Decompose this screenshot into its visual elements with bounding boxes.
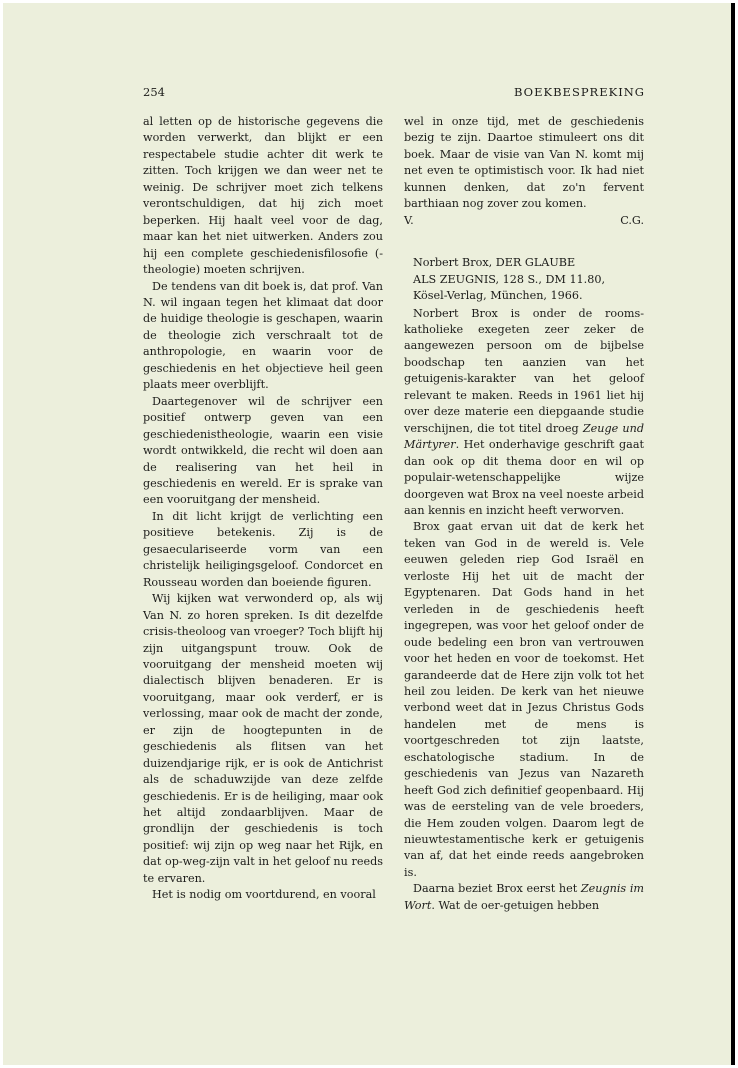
paragraph <box>404 306 644 520</box>
scanned-page <box>3 3 735 1065</box>
signature-right: C.G. <box>620 213 644 227</box>
paragraph: Daartegenover wil de schrijver een positief ontwerp geven van een geschiedenistheologie, waarin een visie wordt ontwikkeld, die recht wil doen aan de realisering van het heil in geschiedenis en wereld. Er is sprake van een vooruitgang der mensheid. <box>143 394 383 507</box>
paragraph: De tendens van dit boek is, dat prof. Van N. wil ingaan tegen het klimaat dat door de huidige theologie is geschapen, waarin de theologie zich verschraalt tot de anthropologie, en waarin voor de geschiedenis en het objectieve heil geen plaats meer overblijft. <box>143 279 383 392</box>
book-title: Zeuge und Märtyrer <box>404 421 644 452</box>
right-column <box>404 114 644 914</box>
page-header <box>143 85 645 103</box>
paragraph: Het is nodig om voortdurend, en vooral <box>152 888 376 902</box>
paragraph: In dit licht krijgt de verlichting een positieve betekenis. Zij is de gesaeculariseerde vorm van een christelijk heiligingsgeloof. Condorcet en Rousseau worden dan boeiende figuren. <box>143 509 383 589</box>
review-closing-paragraph: wel in onze tijd, met de geschiedenis bezig te zijn. Daartoe stimuleert ons dit boek. Maar de visie van Van N. komt mij net even te optimistisch voor. Ik had niet kunnen denken, dat zo'n fervent barthiaan nog zover zou komen. <box>404 115 644 211</box>
left-column <box>143 114 383 904</box>
paragraph: al letten op de historische gegevens die worden verwerkt, dan blijkt er een respectabele studie achter dit werk te zitten. Toch krijgen we dan weer net te weinig. De schrijver moet zich telkens verontschuldigen, dat hij zich moet beperken. Hij haalt veel voor de dag, maar kan het niet uitwerken. Anders zou hij een complete geschiedenisfilosofie (-theologie) moeten schrijven. <box>143 115 383 277</box>
page-number: 254 <box>143 85 165 99</box>
bibliography-line: Norbert Brox, DER GLAUBE <box>413 256 576 270</box>
chapter-title: Zeugnis im Wort <box>404 882 645 912</box>
signature-line <box>404 213 644 229</box>
paragraph <box>404 881 644 914</box>
signature-left: V. <box>404 213 414 227</box>
bibliography-line: Kösel-Verlag, München, 1966. <box>413 289 583 303</box>
text-run: . Wat de oer-getuigen hebben <box>431 898 600 912</box>
paragraph: Wij kijken wat verwonderd op, als wij Van N. zo horen spreken. Is dit dezelfde crisis-theoloog van vroeger? Toch blijft hij zijn uitgangspunt trouw. Ook de vooruitgang der mensheid moeten wij dialectisch blijven benaderen. Er is vooruitgang, maar ook verderf, er is verlossing, maar ook de macht der zonde, er zijn de hoogtepunten in de geschiedenis als flitsen van het duizendjarige rijk, er is ook de Antichrist als de schaduwzijde van deze zelfde geschiedenis. Er is de heiliging, maar ook het altijd zondaarblijven. Maar de grondlijn der geschiedenis is toch positief: wij zijn op weg naar het Rijk, en dat op-weg-zijn valt in het geloof nu reeds te ervaren. <box>143 592 383 885</box>
text-run: . Het onderhavige geschrift gaat dan ook op dit thema door en wil op populair-wetenschappelijke wijze doorgeven wat Brox na veel noeste arbeid aan kennis en inzicht heeft verworven. <box>404 438 644 517</box>
paragraph: Brox gaat ervan uit dat de kerk het teken van God in de wereld is. Vele eeuwen geleden riep God Israël en verloste Hij het uit de macht der Egyptenaren. Dat Gods hand in het verleden in de geschiedenis heeft ingegrepen, was voor het geloof onder de oude bedeling een bron van vertrouwen voor het heden en voor de toekomst. Het garandeerde dat de Here zijn volk tot het heil zou leiden. De kerk van het nieuwe verbond weet dat in Jezus Christus Gods handelen met de mens is voortgeschreden tot zijn laatste, eschatologische stadium. In de geschiedenis van Jezus van Nazareth heeft God zich definitief geopenbaard. Hij was de eersteling van de vele broeders, die Hem zouden volgen. Daarom legt de nieuwtestamentische kerk er getuigenis van af, dat het einde reeds aangebroken is. <box>404 520 644 879</box>
bibliography-line: ALS ZEUGNIS, 128 S., DM 11.80, <box>413 272 606 286</box>
section-title: BOEKBESPREKING <box>514 85 645 99</box>
text-run: Daarna beziet Brox eerst het <box>413 882 581 896</box>
text-run: Norbert Brox is onder de rooms-katholieke exegeten zeer zeker de aangewezen persoon om de bijbelse boodschap ten aanzien van het getuigenis-karakter van het geloof relevant te maken. Reeds in 1961 liet hij over deze materie een diepgaande studie verschijnen, die tot titel droeg <box>404 306 644 435</box>
